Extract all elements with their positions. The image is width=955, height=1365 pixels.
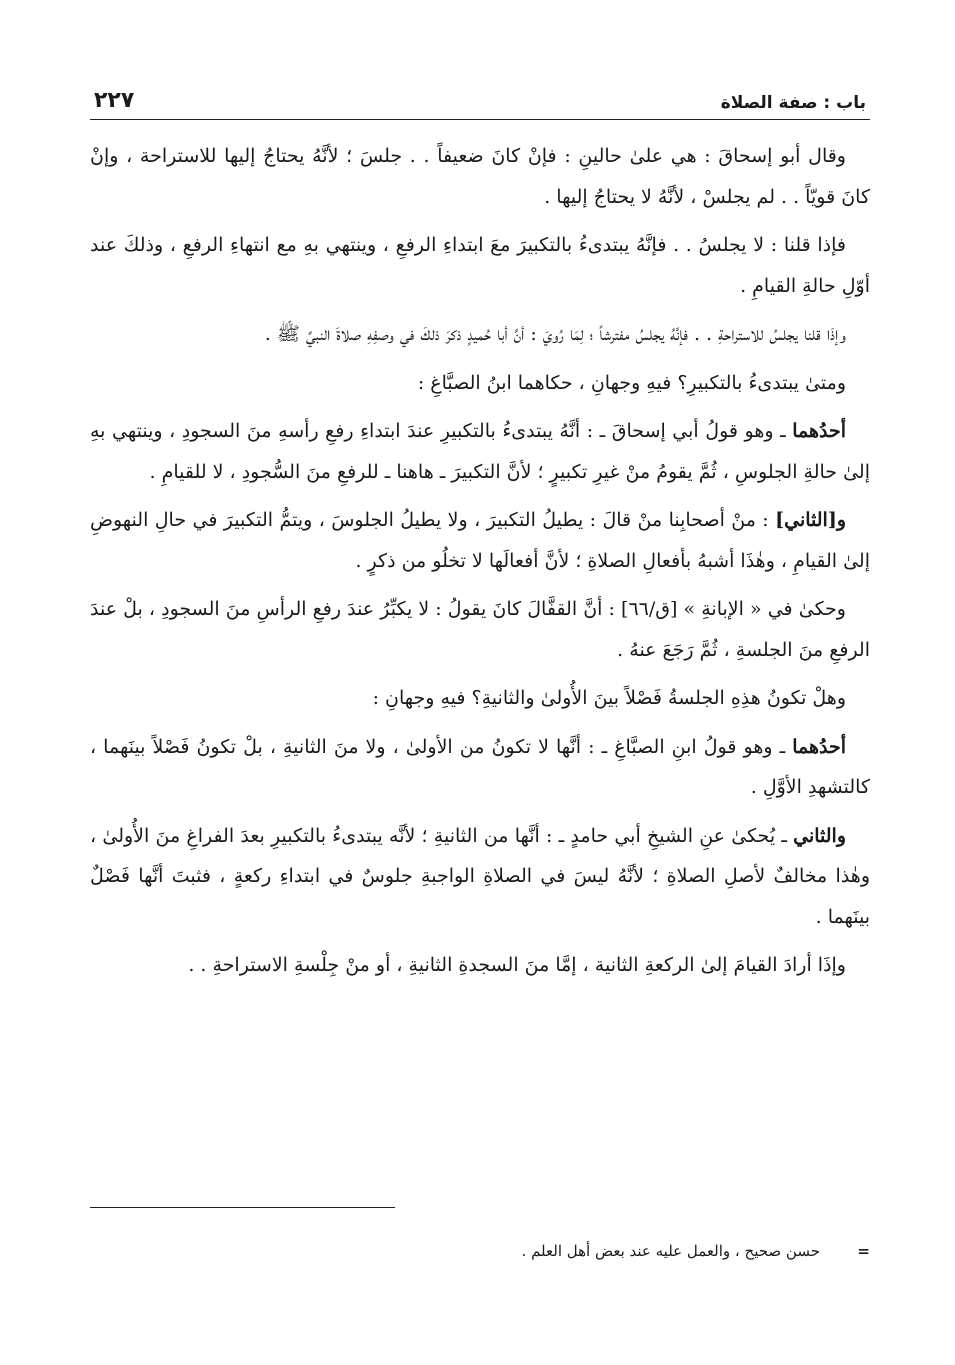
paragraph-text: وإذَا أرادَ القيامَ إلىٰ الركعةِ الثانية ، إمَّا منَ السجدةِ الثانيةِ ، أو منْ جِلْسةِ الاستراحةِ . . [188, 954, 846, 976]
paragraph-text: وهلْ تكونُ هذِهِ الجلسةُ فَصْلاً بينَ الأُولىٰ والثانيةِ؟ فيهِ وجهانِ : [372, 687, 846, 709]
paragraph-text: وإذَا قلنا يجلسُ للاستراحةِ . . فإنَّهُ يجلسُ مفترشاً ؛ لِمَا رُويَ : أنَّ أبا حُميدٍ ذكرَ ذلكَ في وصفِهِ صلاةَ النبيِّ ﷺ . [264, 323, 846, 345]
paragraph-text: ومتىٰ يبتدىءُ بالتكبيرِ؟ فيهِ وجهانِ ، حكاهما ابنُ الصبَّاغِ : [417, 371, 846, 394]
paragraph [90, 727, 870, 808]
paragraph-lead: أحدُهما [792, 735, 846, 758]
book-page [90, 70, 870, 994]
paragraph [90, 411, 870, 492]
footnote [90, 1238, 870, 1264]
paragraph [90, 500, 870, 581]
chapter-title: باب : صفة الصلاة [720, 93, 866, 113]
paragraph [90, 225, 870, 306]
paragraph [90, 816, 870, 938]
paragraph-text: فإذا قلنا : لا يجلسُ . . فإنَّهُ يبتدىءُ بالتكبيرَ معَ ابتداءِ الرفعِ ، وينتهي بهِ مع انتهاءِ الرفعِ ، وذلكَ عند أوّلِ حالةِ القيامِ . [90, 234, 870, 297]
paragraph [90, 589, 870, 670]
paragraph [90, 136, 870, 217]
footnote-text: حسن صحيح ، والعمل عليه عند بعض أهل العلم . [521, 1242, 820, 1260]
footnote-continuation-mark: = [857, 1242, 870, 1260]
paragraph-text: : منْ أصحابِنا منْ قالَ : يطيلُ التكبيرَ ، ولا يطيلُ الجلوسَ ، ويتمُّ التكبيرَ في حالِ النهوضِ إلىٰ القيامِ ، وهٰذَا أشبهُ بأفعالِ الصلاةِ ؛ لأنَّ أفعالَها لا تخلُو من ذكرٍ . [90, 509, 870, 572]
paragraph [90, 363, 870, 404]
paragraph [90, 678, 870, 719]
paragraph-lead: والثاني [793, 824, 846, 847]
page-number: ٢٢٧ [94, 88, 135, 113]
paragraph-text: ـ وهو قولُ أبي إسحاقَ ـ : أنَّهُ يبتدىءُ بالتكبيرِ عندَ ابتداءِ رفعِ رأسهِ منَ السجودِ ، وينتهي بهِ إلىٰ حالةِ الجلوسِ ، ثُمَّ يقومُ منْ غيرِ تكبيرٍ ؛ لأنَّ التكبيرَ ـ هاهنا ـ للرفعِ منَ السُّجودِ ، لا للقيامِ . [90, 420, 870, 483]
footnote-divider [90, 1207, 395, 1208]
paragraph-text: وحكىٰ في « الإبانةِ » [ق/٦٦] : أنَّ القفَّالَ كانَ يقولُ : لا يكبِّرُ عندَ رفعِ الرأسِ منَ السجودِ ، بلْ عندَ الرفعِ منَ الجلسةِ ، ثُمَّ رَجَعَ عنهُ . [90, 598, 870, 661]
page-body [90, 136, 870, 986]
paragraph [90, 945, 870, 986]
paragraph-text: وقال أبو إسحاقَ : هي علىٰ حالينِ : فإنْ كانَ ضعيفاً . . جلسَ ؛ لأنَّهُ يحتاجُ إليها للاستراحة ، وإنْ كانَ قويّاً . . لم يجلسْ ، لأنَّهُ لا يحتاجُ إليها . [90, 145, 870, 208]
page-header [90, 70, 870, 120]
paragraph [90, 314, 870, 355]
paragraph-text: ـ وهو قولُ ابنِ الصبَّاغِ ـ : أنَّها لا تكونُ من الأولىٰ ، ولا منَ الثانيةِ ، بلْ تكونُ فَصْلاً بينَهما ، كالتشهدِ الأوَّلِ . [90, 735, 870, 798]
paragraph-text: ـ يُحكىٰ عنِ الشيخِ أبي حامدٍ ـ : أنَّها من الثانيةِ ؛ لأنَّه يبتدىءُ بالتكبيرِ بعدَ الفراغِ منَ الأُولىٰ ، وهٰذا مخالفٌ لأصلِ الصلاةِ ؛ لأنَّهُ ليسَ في الصلاةِ الواجبةِ جلوسٌ في ابتداءِ ركعةٍ ، فثبتَ أنَّها فَصْلٌ بينَهما . [90, 824, 870, 928]
paragraph-lead: أحدُهما [792, 420, 846, 442]
paragraph-lead: و[الثاني] [775, 509, 846, 531]
